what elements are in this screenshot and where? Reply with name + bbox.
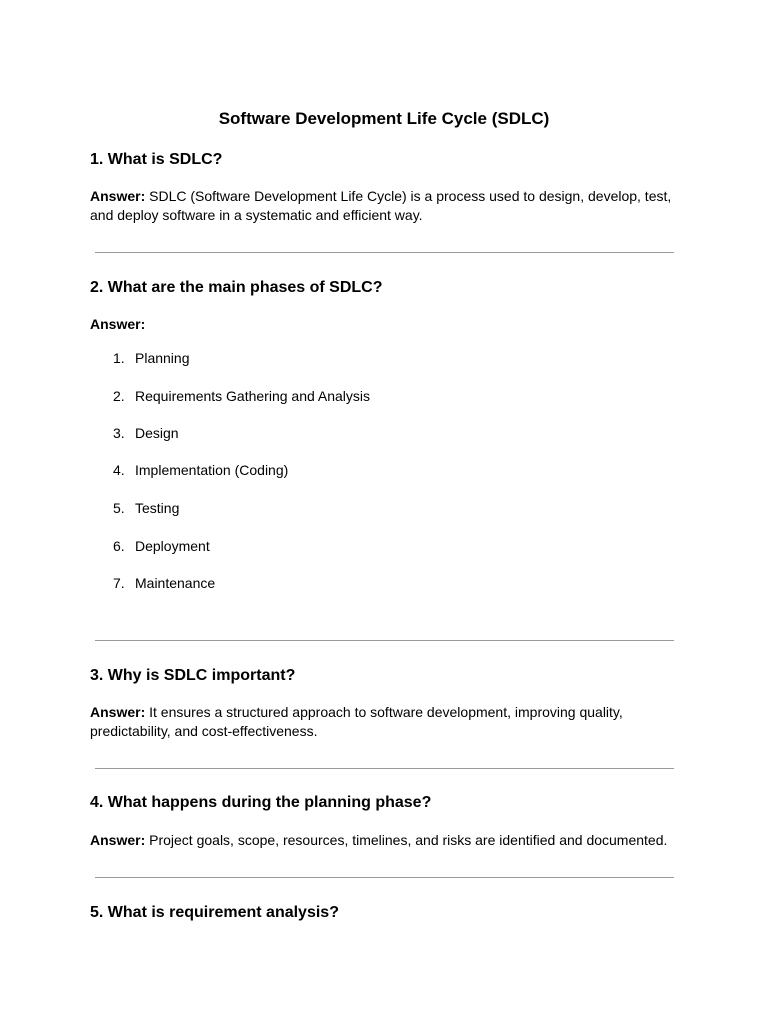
answer-label: Answer: [90, 832, 146, 848]
list-item-number: 3. [113, 425, 125, 441]
list-item-number: 7. [113, 575, 125, 591]
section-divider [95, 252, 674, 253]
question-2-heading: 2. What are the main phases of SDLC? [90, 279, 383, 296]
answer-text: It ensures a structured approach to software development, improving quality, predictability, and cost-effectiveness. [90, 704, 623, 739]
answer-label: Answer: [90, 316, 146, 332]
list-item-number: 4. [113, 462, 125, 478]
list-item-label: Design [135, 425, 179, 441]
list-item-number: 5. [113, 500, 125, 516]
section-divider [95, 768, 674, 769]
answer-text: Project goals, scope, resources, timelines, and risks are identified and documented. [145, 832, 668, 848]
section-divider [95, 640, 674, 641]
list-item-label: Maintenance [135, 575, 216, 591]
list-item-number: 6. [113, 538, 125, 554]
answer-2 [90, 315, 680, 334]
section-divider [95, 877, 674, 878]
answer-4 [90, 831, 680, 850]
list-item-number: 2. [113, 388, 125, 404]
list-item-label: Implementation (Coding) [135, 462, 289, 478]
document-title: Software Development Life Cycle (SDLC) [218, 109, 550, 128]
question-4-heading: 4. What happens during the planning phase? [90, 794, 432, 811]
list-item-label: Testing [135, 500, 180, 516]
answer-1 [90, 187, 680, 225]
question-5-heading: 5. What is requirement analysis? [90, 904, 339, 921]
answer-text: SDLC (Software Development Life Cycle) is a process used to design, develop, test, and deploy software in a systematic and efficient way. [90, 188, 672, 223]
list-item-label: Requirements Gathering and Analysis [135, 388, 371, 404]
answer-label: Answer: [90, 704, 146, 720]
question-1-heading: 1. What is SDLC? [90, 151, 223, 168]
list-item-label: Deployment [135, 538, 210, 554]
list-item-number: 1. [113, 350, 125, 366]
answer-label: Answer: [90, 188, 146, 204]
list-item-label: Planning [135, 350, 190, 366]
answer-3 [90, 703, 680, 741]
question-3-heading: 3. Why is SDLC important? [90, 667, 296, 684]
